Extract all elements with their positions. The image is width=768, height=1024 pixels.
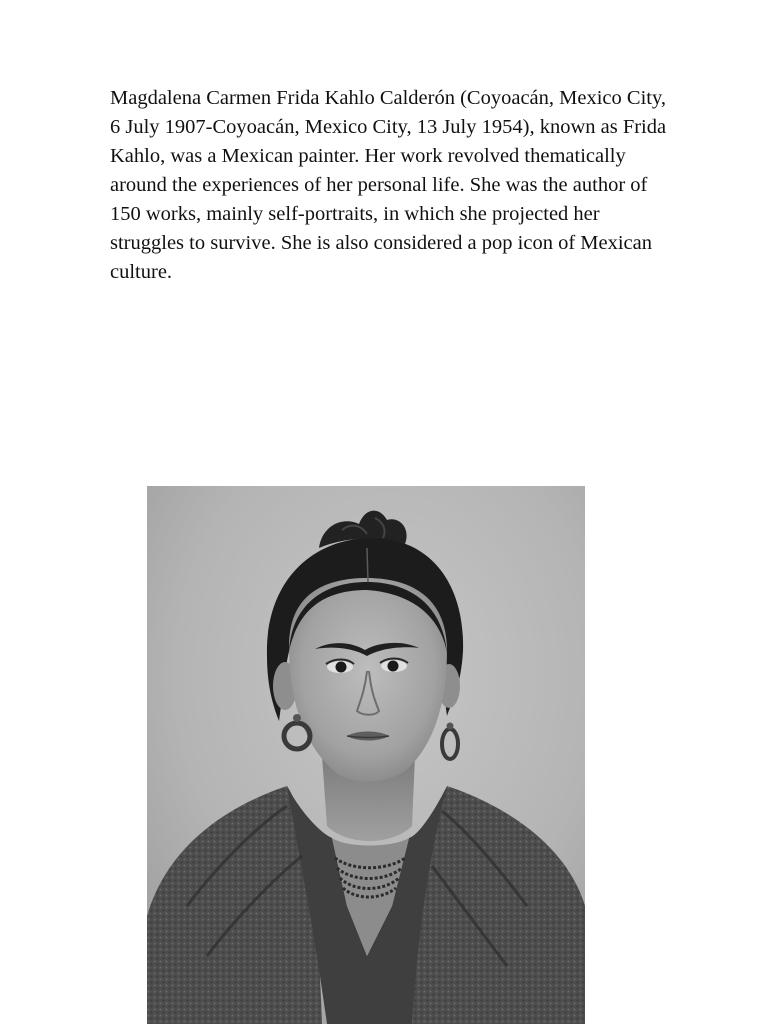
biography-paragraph: Magdalena Carmen Frida Kahlo Calderón (Coyoacán, Mexico City, 6 July 1907-Coyoacán, Mexico City, 13 July 1954), known as Frida Kahlo, was a Mexican painter. Her work revolved thematically around the experiences of her personal life. She was the author of 150 works, mainly self-portraits, in which she projected her struggles to survive. She is also considered a pop icon of Mexican culture. (110, 87, 667, 283)
portrait-photo (147, 486, 585, 1024)
portrait-illustration (147, 486, 585, 1024)
